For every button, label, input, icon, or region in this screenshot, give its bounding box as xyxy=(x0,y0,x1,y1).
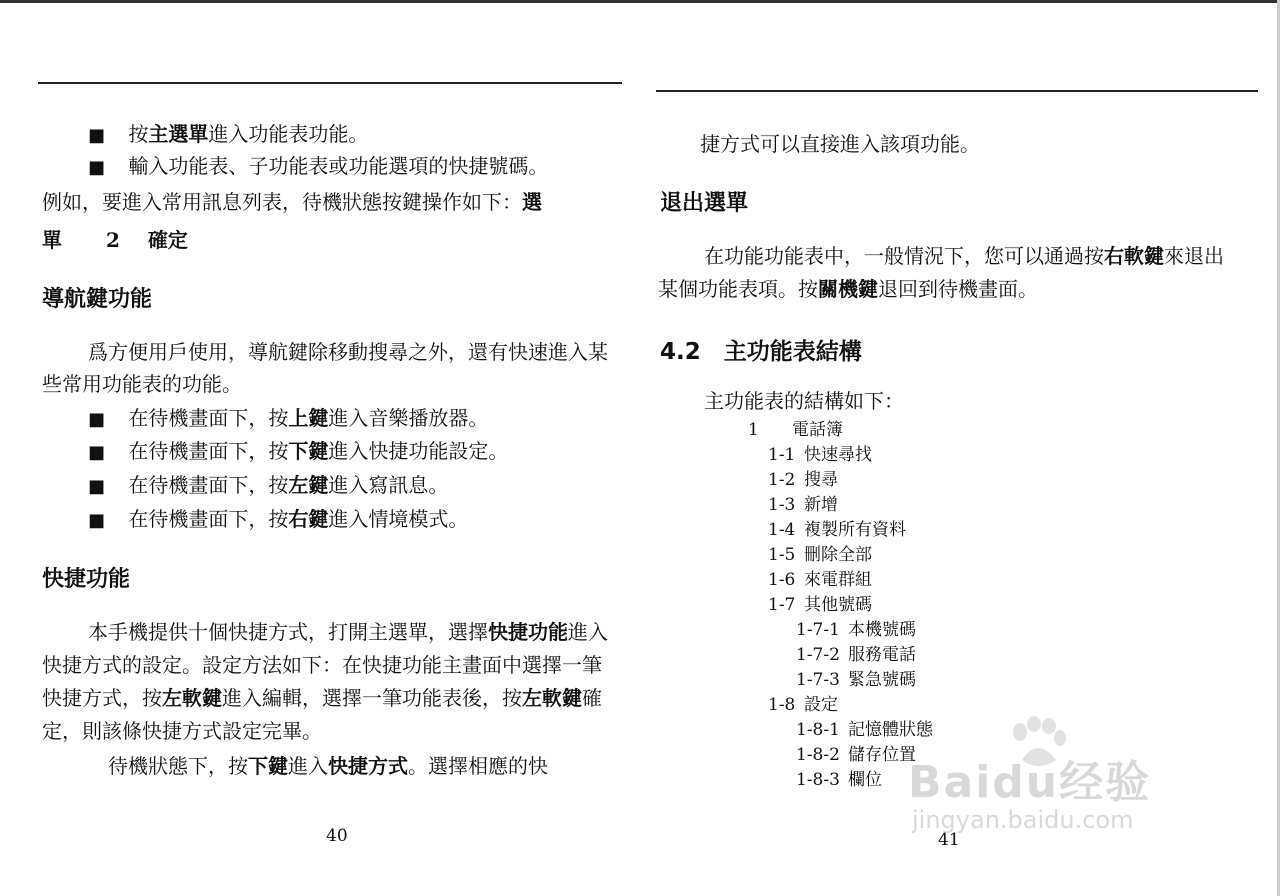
toc-number: 1-7-2 xyxy=(796,645,840,665)
toc-label: 本機號碼 xyxy=(848,620,916,640)
shortcut-paragraph-1: 本手機提供十個快捷方式，打開主選單，選擇快捷功能進入快捷方式的設定。設定方法如下：在快捷功能主畫面中選擇一筆快捷方式，按左軟鍵進入編輯，選擇一筆功能表後，按左軟鍵確定，則該條快捷方式設定完畢。 xyxy=(42,620,608,743)
toc-label: 新增 xyxy=(804,495,838,515)
heading-exit-menu: 退出選單 xyxy=(660,191,749,216)
nav-paragraph: 爲方便用戶使用，導航鍵除移動搜尋之外，還有快速進入某些常用功能表的功能。 xyxy=(42,340,608,396)
continued-text: 捷方式可以直接進入該項功能。 xyxy=(700,132,980,156)
toc-label: 設定 xyxy=(804,695,838,715)
toc-number: 1-4 xyxy=(768,520,796,540)
right-page xyxy=(640,0,1280,896)
heading-navigation-keys: 導航鍵功能 xyxy=(42,287,153,312)
toc-number: 1-7 xyxy=(768,595,796,615)
header-rule xyxy=(656,90,1258,92)
toc-number: 1-2 xyxy=(768,470,796,490)
toc-label: 記憶體狀態 xyxy=(848,720,933,740)
toc-label: 其他號碼 xyxy=(804,595,872,615)
toc-number: 1-8 xyxy=(768,695,796,715)
heading-shortcut-function: 快捷功能 xyxy=(42,567,131,592)
toc-label: 緊急號碼 xyxy=(848,670,916,690)
toc-number: 1-5 xyxy=(768,545,796,565)
toc-label: 來電群組 xyxy=(804,570,872,590)
toc-label: 服務電話 xyxy=(848,645,916,665)
toc-number: 1-8-3 xyxy=(796,770,840,790)
toc-label: 欄位 xyxy=(848,770,882,790)
watermark-logo: Baidu经验 xyxy=(908,757,1152,808)
toc-number: 1-6 xyxy=(768,570,796,590)
example-line: 例如，要進入常用訊息列表，待機狀態按鍵操作如下：選 xyxy=(42,190,542,214)
toc-label: 刪除全部 xyxy=(804,545,872,565)
structure-intro: 主功能表的結構如下： xyxy=(704,389,904,413)
toc-number: 1-1 xyxy=(768,445,796,465)
heading-main-menu-structure: 4.2 主功能表結構 xyxy=(660,339,862,365)
toc-label: 儲存位置 xyxy=(848,745,916,765)
toc-label: 快速尋找 xyxy=(804,445,872,465)
toc-number: 1-3 xyxy=(768,495,796,515)
toc-number: 1-8-2 xyxy=(796,745,840,765)
key-sequence: 單 2 確定 xyxy=(42,228,188,252)
watermark xyxy=(908,716,1248,836)
nav-item-right: ■ 在待機畫面下，按右鍵進入情境模式。 xyxy=(88,503,608,537)
nav-item-up: ■ 在待機畫面下，按上鍵進入音樂播放器。 xyxy=(88,402,608,436)
page-number-left: 40 xyxy=(326,826,348,846)
toc-number: 1 xyxy=(748,420,759,440)
bullet-shortcut-number: ■ 輸入功能表、子功能表或功能選項的快捷號碼。 xyxy=(88,150,618,184)
toc-number: 1-7-3 xyxy=(796,670,840,690)
toc-label: 複製所有資料 xyxy=(804,520,906,540)
exit-paragraph: 在功能功能表中，一般情況下，您可以通過按右軟鍵來退出某個功能表項。按關機鍵退回到待機畫面。 xyxy=(658,244,1224,301)
watermark-url: jingyan.baidu.com xyxy=(912,806,1134,834)
header-rule xyxy=(38,82,622,84)
shortcut-paragraph-2: 待機狀態下，按下鍵進入快捷方式。選擇相應的快 xyxy=(108,754,548,778)
page-number-right: 41 xyxy=(938,830,960,850)
bullet-main-menu: ■ 按主選單進入功能表功能。 xyxy=(88,118,608,152)
toc-label: 搜尋 xyxy=(804,470,838,490)
toc-number: 1-7-1 xyxy=(796,620,840,640)
nav-item-down: ■ 在待機畫面下，按下鍵進入快捷功能設定。 xyxy=(88,435,608,469)
toc-number: 1-8-1 xyxy=(796,720,840,740)
nav-item-left: ■ 在待機畫面下，按左鍵進入寫訊息。 xyxy=(88,469,608,503)
toc-label: 電話簿 xyxy=(792,420,843,440)
